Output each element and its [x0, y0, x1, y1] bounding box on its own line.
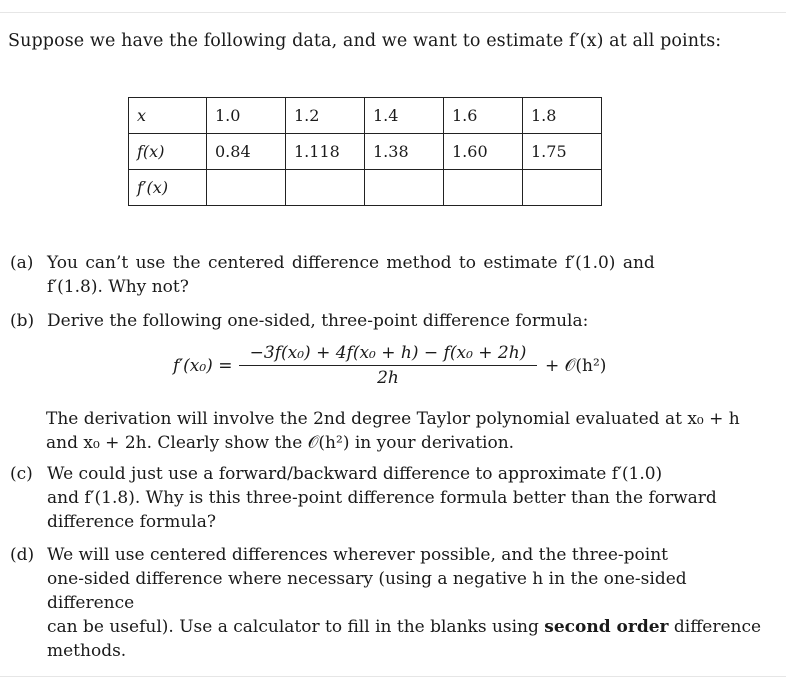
formula-rhs: + 𝒪(h²): [545, 356, 607, 376]
table-cell-blank: [286, 170, 365, 206]
table-cell: 1.6: [444, 98, 523, 134]
intro-text: Suppose we have the following data, and we want to estimate f′(x) at all points:: [8, 31, 722, 51]
question-a-line2: f′(1.8). Why not?: [47, 277, 189, 297]
table-cell-blank: [523, 170, 602, 206]
table-cell: 1.8: [523, 98, 602, 134]
question-d-line1: We will use centered differences wherever possible, and the three-point: [47, 545, 669, 565]
table-cell: 1.4: [365, 98, 444, 134]
question-c-line2: and f′(1.8). Why is this three-point difference formula better than the forward: [47, 488, 717, 508]
question-d-line2: one-sided difference where necessary (using a negative h in the one-sided difference: [47, 569, 687, 613]
table-cell-blank: [365, 170, 444, 206]
question-d-line3-post: difference: [668, 617, 762, 637]
table-row-fprime: [129, 170, 602, 206]
question-b-after-line2: and x₀ + 2h. Clearly show the 𝒪(h²) in your derivation.: [46, 433, 515, 453]
formula-denominator: 2h: [377, 368, 399, 388]
question-a: [10, 251, 770, 301]
table-cell-blank: [207, 170, 286, 206]
question-d-body: [47, 543, 777, 663]
question-c-body: [47, 462, 777, 534]
question-b-followup: [46, 407, 776, 455]
formula-lhs: f′(x₀) =: [173, 356, 233, 376]
formula-numerator: −3f(x₀) + 4f(x₀ + h) − f(x₀ + 2h): [239, 343, 537, 366]
question-c-line1: We could just use a forward/backward difference to approximate f′(1.0): [47, 464, 663, 484]
formula-fraction: [239, 343, 537, 388]
row-label-fx: f(x): [129, 134, 207, 170]
question-b-after-line1: The derivation will involve the 2nd degree Taylor polynomial evaluated at x₀ + h: [46, 409, 740, 429]
row-label-x: x: [129, 98, 207, 134]
question-b: [10, 309, 770, 335]
question-d-emphasis: second order: [544, 617, 669, 637]
data-table: [128, 97, 602, 206]
table-row-x: [129, 98, 602, 134]
table-row-fx: [129, 134, 602, 170]
question-d-line4: methods.: [47, 641, 127, 661]
table-cell: 0.84: [207, 134, 286, 170]
question-c-line3: difference formula?: [47, 512, 216, 532]
question-d-label: (d): [10, 545, 35, 565]
table-cell: 1.0: [207, 98, 286, 134]
table-cell: 1.60: [444, 134, 523, 170]
bottom-divider: [0, 676, 786, 677]
table-cell: 1.38: [365, 134, 444, 170]
question-a-label: (a): [10, 253, 34, 273]
top-divider: [0, 12, 786, 13]
question-c-label: (c): [10, 464, 33, 484]
question-d: [10, 543, 780, 661]
question-d-line3-pre: can be useful). Use a calculator to fill in the blanks using: [47, 617, 545, 637]
question-b-text: Derive the following one-sided, three-point difference formula:: [47, 311, 589, 331]
three-point-formula: [173, 343, 693, 399]
question-b-label: (b): [10, 311, 35, 331]
table-cell: 1.118: [286, 134, 365, 170]
question-c: [10, 462, 780, 536]
table-cell-blank: [444, 170, 523, 206]
question-a-body: [47, 251, 655, 299]
question-a-line1: You can’t use the centered difference method to estimate f′(1.0) and: [47, 253, 655, 273]
table-cell: 1.75: [523, 134, 602, 170]
row-label-fprime: f′(x): [129, 170, 207, 206]
question-d-line3: [47, 615, 777, 639]
table-cell: 1.2: [286, 98, 365, 134]
